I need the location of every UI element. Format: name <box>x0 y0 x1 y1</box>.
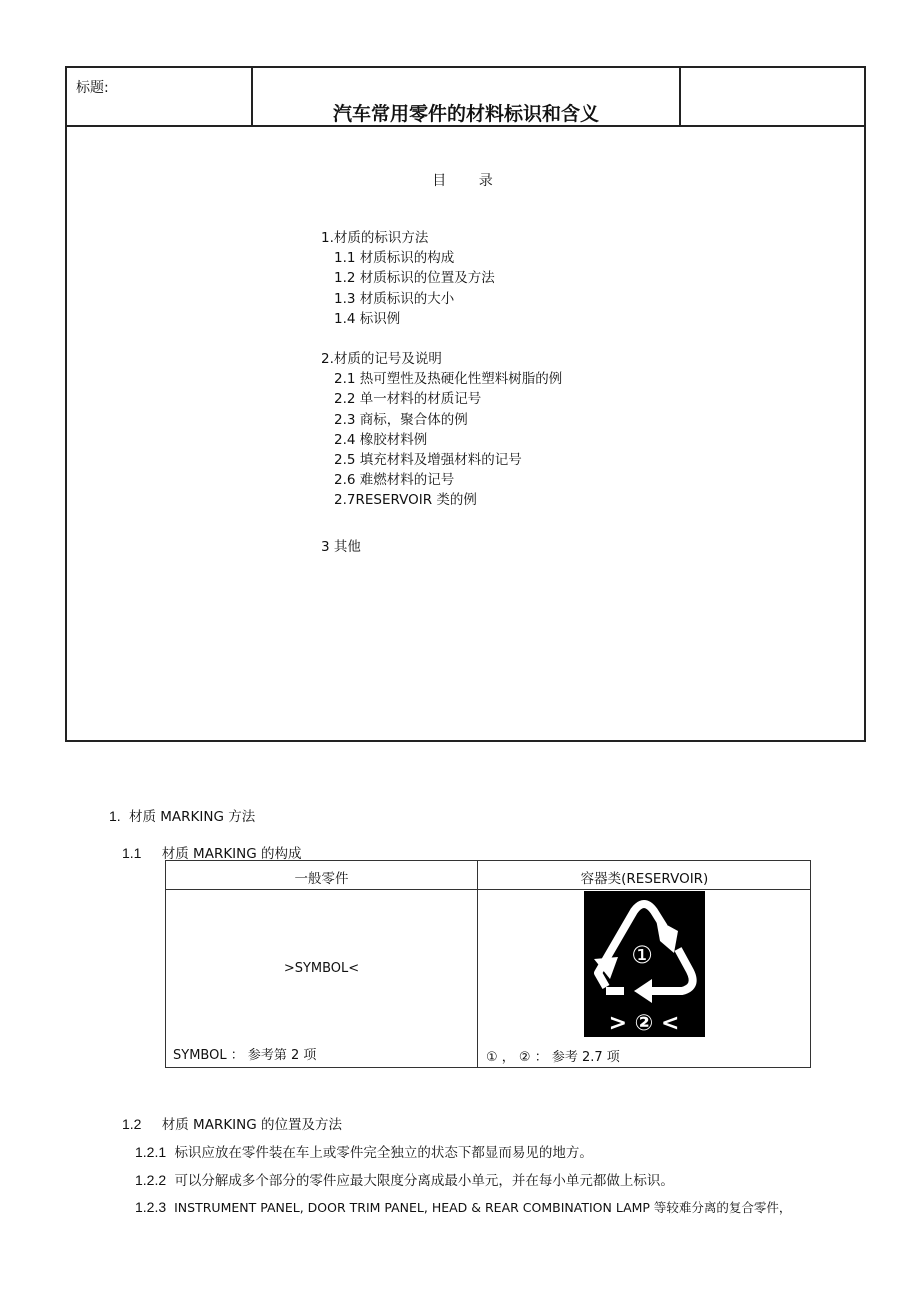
section-number: 1. <box>109 808 121 824</box>
toc-item: 1.2 材质标识的位置及方法 <box>334 270 495 287</box>
section-1-1-heading <box>122 842 302 862</box>
section-number: 1.2.1 <box>135 1144 167 1160</box>
symbol-example: >SYMBOL< <box>283 961 360 976</box>
recycle-bottom-mark: > ② < <box>608 1011 680 1036</box>
paragraph-1-2-2 <box>135 1169 674 1189</box>
section-number: 1.1 <box>122 845 142 861</box>
paragraph-text: INSTRUMENT PANEL, DOOR TRIM PANEL, HEAD & REAR COMBINATION LAMP 等较难分离的复合零件， <box>174 1200 792 1215</box>
toc-section-2: 2.材质的记号及说明 <box>321 351 442 368</box>
toc-section-1: 1.材质的标识方法 <box>321 230 429 246</box>
toc-item: 2.6 难燃材料的记号 <box>334 472 455 489</box>
header-row <box>67 68 864 127</box>
section-1-2-heading <box>122 1113 342 1133</box>
table-of-contents <box>321 228 562 557</box>
section-number: 1.2 <box>122 1116 142 1132</box>
marking-table <box>165 860 811 1068</box>
section-title: 材质 MARKING 的构成 <box>161 846 302 862</box>
toc-item: 2.5 填充材料及增强材料的记号 <box>334 452 522 469</box>
section-1-heading <box>109 805 255 825</box>
paragraph-text: 可以分解成多个部分的零件应最大限度分离成最小单元，并在每小单元都做上标识。 <box>174 1173 674 1189</box>
toc-item: 1.4 标识例 <box>334 310 401 327</box>
column-header-general: 一般零件 <box>294 871 349 887</box>
toc-section-3: 3 其他 <box>321 538 361 555</box>
toc-item: 2.3 商标，聚合体的例 <box>334 411 468 428</box>
toc-item: 2.2 单一材料的材质记号 <box>334 391 482 408</box>
section-title: 材质 MARKING 方法 <box>128 809 256 825</box>
toc-item: 2.7RESERVOIR 类的例 <box>334 492 477 509</box>
reservoir-note: ① ， ② ： 参考 2.7 项 <box>486 1050 620 1065</box>
paragraph-1-2-1 <box>135 1141 593 1161</box>
paragraph-text: 标识应放在零件装在车上或零件完全独立的状态下都显而易见的地方。 <box>174 1145 593 1161</box>
header-label: 标题: <box>67 68 253 125</box>
document-title: 汽车常用零件的材料标识和含义 <box>253 68 681 125</box>
paragraph-1-2-3 <box>135 1198 791 1216</box>
document-frame <box>65 66 866 742</box>
toc-item: 1.1 材质标识的构成 <box>334 250 455 267</box>
section-number: 1.2.3 <box>135 1199 167 1215</box>
toc-item: 1.3 材质标识的大小 <box>334 290 455 307</box>
toc-item: 2.1 热可塑性及热硬化性塑料树脂的例 <box>334 371 563 388</box>
column-header-reservoir: 容器类(RESERVOIR) <box>580 871 709 887</box>
recycle-symbol-icon <box>584 891 705 1037</box>
toc-heading: 目 录 <box>432 173 507 189</box>
recycle-inner-number: ① <box>631 941 653 969</box>
section-number: 1.2.2 <box>135 1172 167 1188</box>
general-note: SYMBOL ： 参考第 2 项 <box>173 1048 317 1063</box>
section-title: 材质 MARKING 的位置及方法 <box>161 1117 343 1133</box>
toc-item: 2.4 橡胶材料例 <box>334 431 428 448</box>
